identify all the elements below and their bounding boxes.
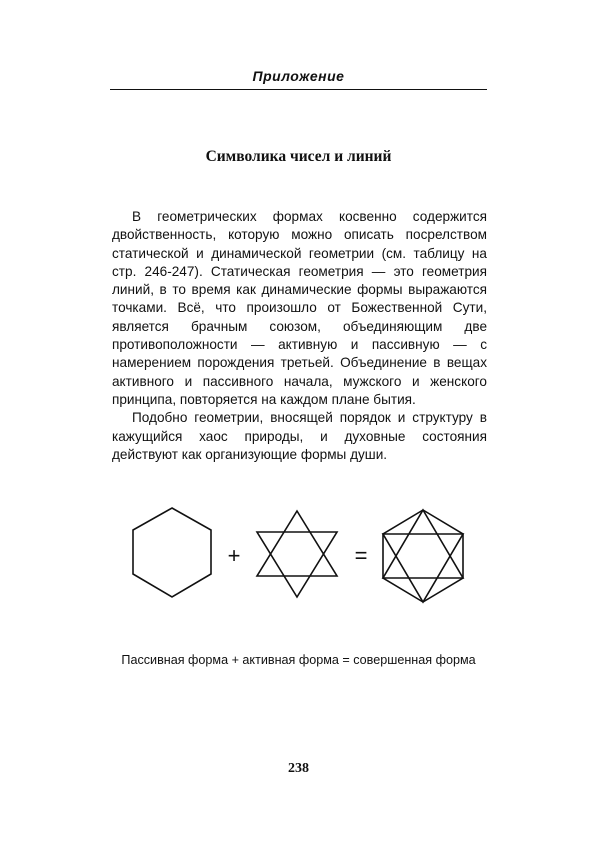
section-title: Символика чисел и линий [205,148,392,165]
figure-caption: Пассивная форма + активная форма = совершенная форма [121,653,476,667]
hexagram-active-form [257,511,337,597]
paragraph: В геометрических формах косвенно содержится двойственность, которую можно описать посрелством статической и динамической геометрии (см. таблицу на стр. 246-247). Статическая геометрия — это геометрия линий, в то время как динамические формы выражаются точками. Всё, что произошло от Божественной Сути, является брачным союзом, объединяющим две противоположности — активную и пассивную — с намерением порождения третьей. Объединение в вещах активного и пассивного начала, мужского и женского принципа, повторяется на каждом плане бытия. [112,209,487,407]
page-number: 238 [288,761,309,776]
plus-sign: + [227,543,241,568]
running-head: Приложение [252,68,345,84]
hexagon-with-hexagram-perfect-form [383,510,463,602]
paragraph: Подобно геометрии, вносящей порядок и структуру в кажущийся хаос природы, и духовные состояния действуют как организующие формы души. [112,410,487,462]
equals-sign: = [354,543,368,568]
hexagon-passive-form [133,508,211,597]
